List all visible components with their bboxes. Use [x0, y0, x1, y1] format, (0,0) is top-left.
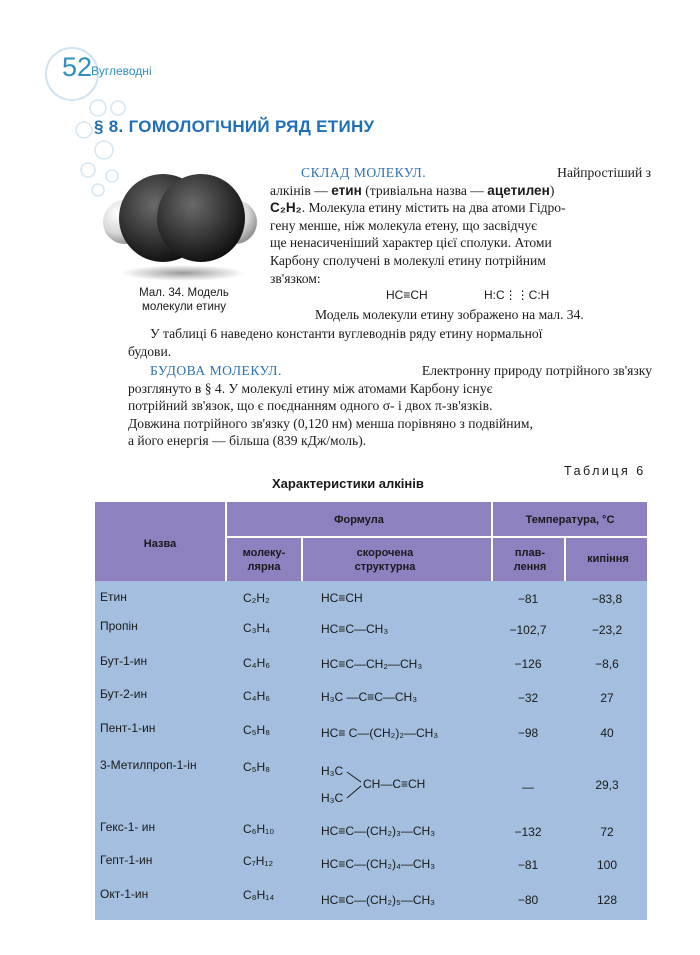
cell-name: 3-Метилпроп-1-ін: [100, 758, 197, 772]
table-label: Таблиця 6: [564, 464, 646, 478]
divider: [564, 538, 566, 581]
paragraph-composition: [270, 164, 651, 287]
para1-line2: [270, 182, 651, 200]
alkynes-table: [95, 502, 647, 920]
cell-name: Етин: [100, 590, 127, 604]
text: алкінів —: [270, 182, 332, 198]
para2-line2: будови.: [128, 343, 172, 359]
text: (тривіальна назва —: [361, 182, 488, 198]
table-header: [95, 502, 647, 581]
structural-formula: HC≡CH: [386, 288, 428, 302]
cell-boiling: 100: [596, 858, 618, 872]
cell-molecular: C₅H₈: [243, 760, 271, 774]
cell-molecular: C₇H₁₂: [243, 854, 274, 868]
term-ethyne: етин: [331, 182, 362, 198]
cell-melting: −102,7: [509, 623, 547, 637]
cell-structure: HC≡C—(CH₂)₃—CH₃: [321, 824, 436, 838]
para1-line3: [270, 199, 651, 217]
para1-line7: зв'язком:: [270, 270, 321, 286]
para1-line4: гену менше, ніж молекула етену, що засвідчує: [270, 217, 538, 233]
cell-boiling: −8,6: [595, 657, 619, 671]
cell-molecular: C₆H₁₀: [243, 822, 275, 836]
cell-structure: HC≡C—CH₃: [321, 622, 389, 636]
cell-structure: HC≡ C—(CH₂)₂—CH₃: [321, 726, 439, 740]
header-formula: Формула: [334, 514, 384, 526]
para3-line1: [128, 362, 652, 380]
cell-molecular: C₄H₆: [243, 689, 271, 703]
cell-boiling: 27: [600, 691, 614, 705]
cell-boiling: 40: [600, 726, 614, 740]
para2-line1: У таблиці 6 наведено константи вуглеводнів ряду етину нормальної: [150, 326, 543, 341]
header-boiling: кипіння: [587, 553, 629, 565]
cell-structure: HC≡C—(CH₂)₄—CH₃: [321, 857, 436, 871]
cell-melting: −98: [517, 726, 539, 740]
cell-boiling: 29,3: [595, 778, 619, 792]
cell-molecular: C₂H₂: [243, 591, 270, 605]
para3-line5: а його енергія — більша (839 кДж/моль).: [128, 433, 367, 449]
para1-line8: Модель молекули етину зображено на мал. 34.: [315, 307, 584, 322]
cell-structure-methyl-top: H₃C: [321, 764, 344, 778]
electronic-formula: H:C⋮⋮C:H: [484, 288, 550, 302]
para1-line5: ще ненасиченіший характер цієї сполуки. Атоми: [270, 235, 552, 251]
ethyne-molecule-model-image: [95, 160, 270, 285]
header-temperature: Температура, °С: [525, 514, 615, 526]
cell-melting: −126: [514, 657, 542, 671]
paragraph-structure: [128, 362, 652, 450]
cell-boiling: −23,2: [591, 623, 623, 637]
text: ): [549, 182, 555, 198]
cell-melting: −80: [517, 893, 539, 907]
cell-molecular: C₈H₁₄: [243, 888, 275, 902]
cell-structure-methyl-bottom: H₃C: [321, 791, 344, 805]
paragraph-table-intro: [128, 325, 652, 360]
cell-structure: HC≡C—(CH₂)₅—CH₃: [321, 893, 436, 907]
cell-boiling: −83,8: [591, 592, 623, 606]
cell-melting: −81: [517, 858, 539, 872]
ethyne-formula: C₂H₂: [270, 200, 302, 216]
running-head: Вуглеводні: [91, 64, 152, 78]
para3-line4: Довжина потрійного зв'язку (0,120 нм) менша порівняно з подвійним,: [128, 415, 533, 431]
cell-molecular: C₄H₆: [243, 656, 271, 670]
header-name: Назва: [143, 538, 177, 550]
para3-line3: потрійний зв'язок, що є поєднанням одного σ- і двох π-зв'язків.: [128, 398, 493, 414]
table-caption: Характеристики алкінів: [272, 476, 424, 491]
divider: [301, 538, 303, 581]
term-acetylene: ацетилен: [487, 182, 550, 198]
header-condensed: скорочена структурна: [354, 547, 416, 573]
cell-melting: —: [522, 780, 534, 794]
cell-molecular: C₃H₄: [243, 621, 271, 635]
cell-structure: HC≡C—CH₂—CH₃: [321, 657, 423, 671]
composition-label: СКЛАД МОЛЕКУЛ.: [301, 165, 427, 180]
page-number: 52: [62, 52, 93, 82]
cell-name: Гекс-1- ин: [100, 820, 156, 834]
cell-boiling: 128: [596, 893, 618, 907]
para3-line2: розглянуто в § 4. У молекулі етину між атомами Карбону існує: [128, 380, 493, 396]
cell-structure: H₃C —C≡C—CH₃: [321, 690, 418, 704]
cell-melting: −32: [517, 691, 539, 705]
divider: [227, 536, 647, 538]
structure-label: БУДОВА МОЛЕКУЛ.: [150, 363, 282, 378]
cell-structure: HC≡CH: [321, 591, 363, 605]
cell-melting: −132: [514, 825, 542, 839]
cell-name: Пент-1-ин: [100, 721, 156, 735]
para1-line6: Карбону сполучені в молекулі етину потрійним: [270, 252, 546, 268]
cell-boiling: 72: [600, 825, 614, 839]
cell-name: Бут-2-ин: [100, 687, 148, 701]
header-melting: плав-лення: [513, 547, 547, 573]
text: . Молекула етину містить на два атоми Гідро-: [301, 200, 566, 216]
para3-line1-text: Електронну природу потрійного зв'язку: [421, 363, 652, 378]
branch-bonds: [345, 764, 365, 804]
cell-structure-chain: CH—C≡CH: [363, 777, 426, 791]
cell-name: Бут-1-ин: [100, 654, 148, 668]
cell-melting: −81: [517, 592, 539, 606]
header-molecular: молеку-лярна: [242, 547, 286, 573]
cell-name: Гепт-1-ин: [100, 853, 153, 867]
section-title: § 8. ГОМОЛОГІЧНИЙ РЯД ЕТИНУ: [94, 117, 375, 136]
figure-caption: Мал. 34. Модель молекули етину: [139, 287, 229, 313]
cell-name: Окт-1-ин: [100, 887, 149, 901]
para1-line1-text: Найпростіший з: [557, 165, 651, 180]
para1-line1: [270, 164, 651, 182]
cell-name: Пропін: [100, 619, 138, 633]
cell-molecular: C₅H₈: [243, 723, 271, 737]
